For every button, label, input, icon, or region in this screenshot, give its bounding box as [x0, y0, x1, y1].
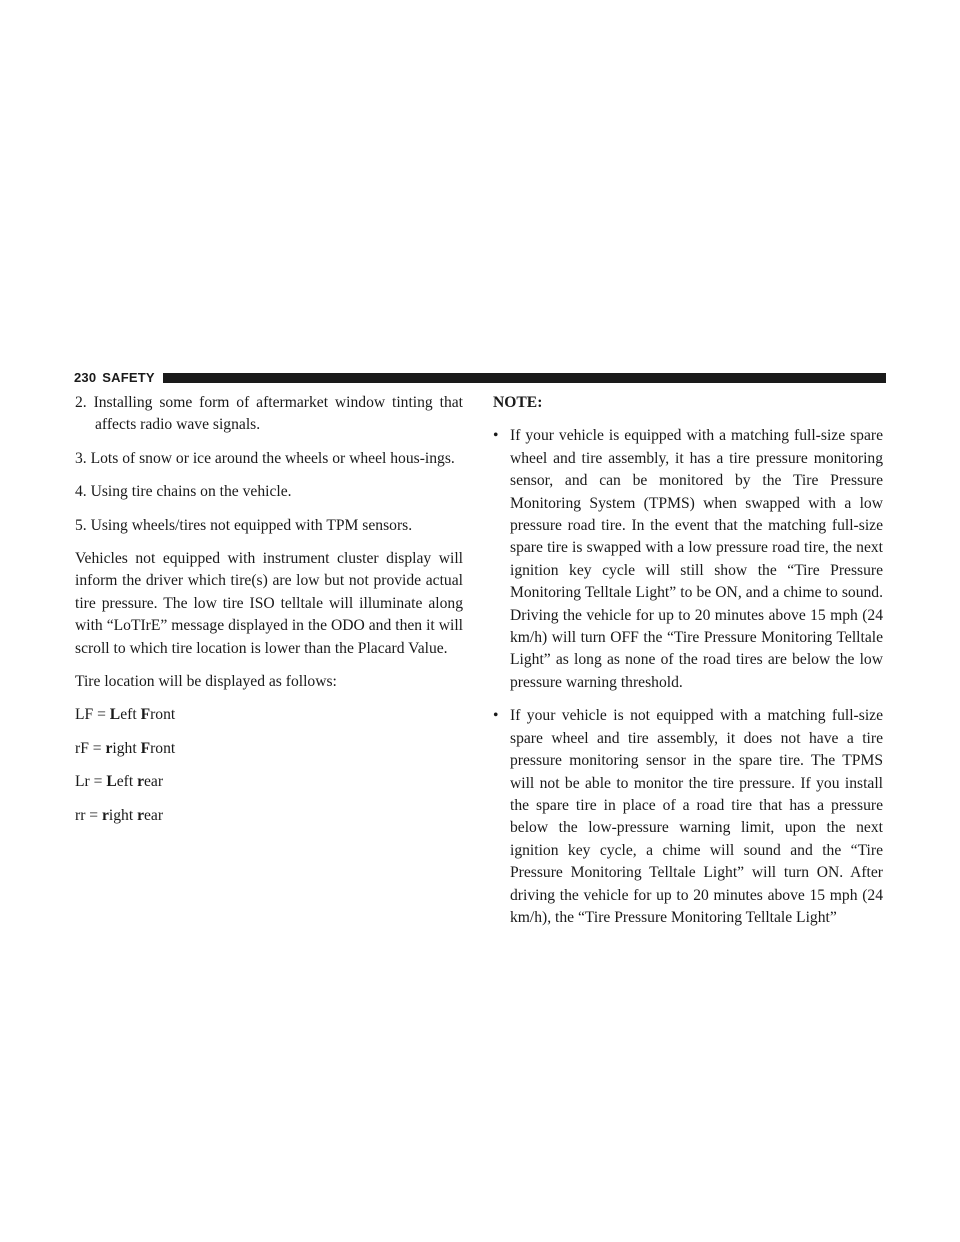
tire-location-right-rear: [75, 805, 463, 827]
note-bullet-text: If your vehicle is not equipped with a matching full-size spare wheel and tire assembly, it does not have a tire pressure monitoring sensor in the spare tire. The TPMS will not be able to monitor the tire pressure. If you install the spare tire in place of a road tire that has a pressure below the low-pressure warning limit, upon the next ignition key cycle, a chime will sound and the “Tire Pressure Monitoring Telltale Light” will turn ON. After driving the vehicle for up to 20 minutes above 15 mph (24 km/h), the “Tire Pressure Monitoring Telltale Light”: [510, 707, 883, 926]
location-word: ight: [112, 739, 141, 757]
list-item: 5. Using wheels/tires not equipped with TPM sensors.: [75, 516, 413, 534]
note-bullet: [493, 425, 883, 694]
location-letter: F: [140, 706, 151, 724]
location-word: ront: [150, 739, 176, 757]
location-letter: r: [105, 739, 113, 757]
page-header: [74, 371, 886, 385]
tire-location-intro: Tire location will be displayed as follows:: [75, 673, 337, 691]
location-letter: r: [101, 806, 109, 824]
page-number: 230: [74, 370, 97, 385]
section-title: SAFETY: [102, 370, 155, 385]
location-letter: r: [137, 773, 144, 791]
list-item: 2. Installing some form of aftermarket window tinting that affects radio wave signals.: [75, 394, 463, 434]
note-bullet: [493, 705, 883, 929]
right-column: [493, 392, 883, 940]
location-equals: =: [88, 739, 106, 757]
location-letter: F: [140, 739, 151, 757]
location-letter: L: [109, 706, 121, 724]
list-item: 3. Lots of snow or ice around the wheels or wheel hous-ings.: [75, 449, 455, 467]
note-heading: NOTE:: [493, 394, 543, 411]
location-equals: =: [93, 706, 110, 724]
location-word: ront: [150, 706, 176, 724]
list-item: 4. Using tire chains on the vehicle.: [75, 483, 292, 501]
location-code: rr: [75, 806, 86, 824]
left-column: [75, 392, 463, 838]
bullet-icon: [493, 705, 510, 727]
tire-location-left-rear: [75, 771, 463, 793]
header-rule: [163, 373, 886, 383]
location-code: LF: [75, 706, 94, 724]
location-word: eft: [120, 706, 141, 724]
bullet-icon: [493, 425, 510, 447]
location-letter: L: [106, 773, 117, 791]
location-code: Lr: [75, 773, 90, 791]
note-bullet-text: If your vehicle is equipped with a matching full-size spare wheel and tire assembly, it has a tire pressure monitoring sensor, and can be monitored by the Tire Pressure Monitoring System (TPMS) when swapped with a low pressure road tire. In the event that the matching full-size spare tire is swapped with a low pressure road tire, the next ignition key cycle will still show the “Tire Pressure Monitoring Telltale Light” to be ON, and a chime to sound. Driving the vehicle for up to 20 minutes above 15 mph (24 km/h) will turn OFF the “Tire Pressure Monitoring Telltale Light” as long as none of the road tires are below the low pressure warning threshold.: [510, 427, 883, 691]
tire-location-left-front: [75, 704, 463, 726]
cluster-display-paragraph: Vehicles not equipped with instrument cluster display will inform the driver which tire(s) are low but not provide actual tire pressure. The low tire ISO telltale will illuminate along with “LoTIrE” message displayed in the ODO and then it will scroll to which tire location is lower than the Placard Value.: [75, 550, 463, 657]
location-code: rF: [75, 739, 89, 757]
location-word: ight: [108, 806, 138, 824]
location-equals: =: [89, 773, 107, 791]
location-word: ear: [144, 806, 164, 824]
location-equals: =: [85, 806, 102, 824]
location-letter: r: [137, 806, 144, 824]
location-word: eft: [116, 773, 138, 791]
tire-location-right-front: [75, 738, 463, 760]
location-word: ear: [144, 773, 164, 791]
